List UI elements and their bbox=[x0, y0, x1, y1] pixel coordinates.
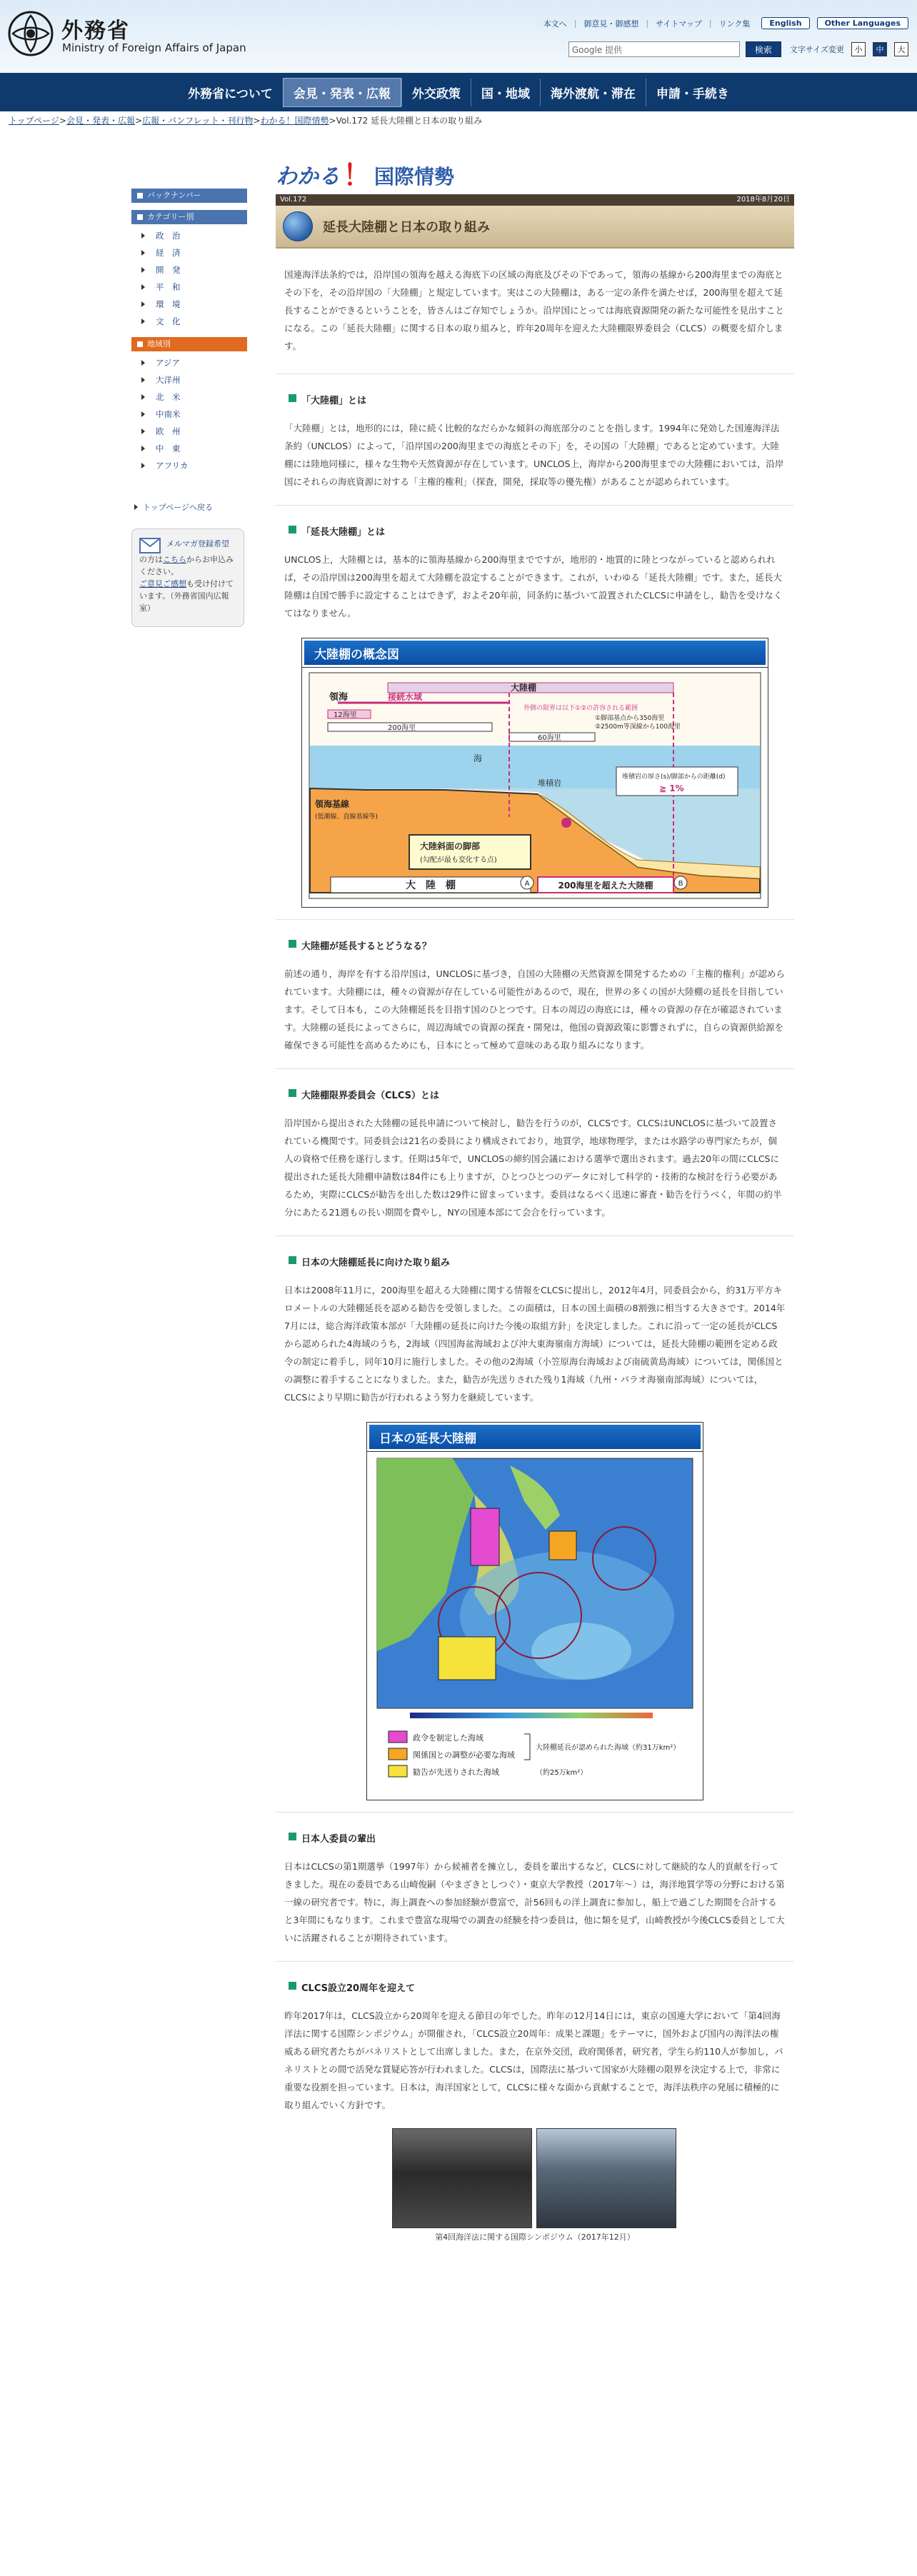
font-size-medium-button[interactable]: 中 bbox=[873, 42, 887, 56]
japan-extended-shelf-figure bbox=[366, 1422, 703, 1800]
figure-title: 大陸棚の概念図 bbox=[302, 638, 768, 667]
section-clcs bbox=[276, 1088, 794, 1221]
volume-bar bbox=[276, 194, 794, 206]
section-extended-shelf bbox=[276, 524, 794, 622]
util-link-links[interactable]: リンク集 bbox=[718, 19, 751, 29]
search-row bbox=[568, 41, 908, 57]
breadcrumb: トップページ>会見・発表・広報>広報・パンフレット・刊行物>わかる！国際情勢>Vol.172 延長大陸棚と日本の取り組み bbox=[9, 116, 483, 126]
nav-countries[interactable]: 国・地域 bbox=[471, 79, 540, 106]
nav-about[interactable]: 外務省について bbox=[188, 86, 273, 101]
util-link-feedback[interactable]: 御意見・御感想 bbox=[583, 19, 639, 29]
sidebar-item-north-america[interactable]: 北 米 bbox=[131, 389, 247, 406]
breadcrumb-link-top[interactable]: トップページ bbox=[9, 116, 59, 126]
utility-links: 本文へ | 御意見・御感想 | サイトマップ | リンク集 English Other Languages bbox=[539, 17, 908, 29]
global-nav bbox=[0, 73, 917, 111]
mail-signup-link[interactable]: こちら bbox=[163, 555, 186, 564]
search-input[interactable] bbox=[568, 41, 740, 57]
section-clcs-20th bbox=[276, 1980, 794, 2114]
sidebar-item-peace[interactable]: 平 和 bbox=[131, 279, 247, 296]
label-territorial: 領海 bbox=[329, 692, 349, 703]
legend-enacted: 政令を制定した海域 bbox=[413, 1733, 483, 1743]
sidebar-item-politics[interactable]: 政 治 bbox=[131, 227, 247, 244]
figure-title: 日本の延長大陸棚 bbox=[367, 1423, 703, 1451]
logo-title[interactable]: 外務省 bbox=[61, 19, 130, 44]
symposium-photos bbox=[392, 2128, 678, 2228]
section-body: 前述の通り，海岸を有する沿岸国は，UNCLOSに基づき，自国の大陸棚の天然資源を開発するための「主権的権利」が認められています。大陸棚には，種々の資源が存在している可能性があるので，現在，世界の多くの国が大陸棚の延長を目指しています。そして日本も，この大陸棚延長を目指す国のひとつです。日本の周辺の海底には，種々の資源の存在が確認されています。大陸棚の延長によってさらに，周辺海域での資源の探査・開発は，他国の資源政策に影響されずに，自らの資源供給源を確保できる可能性を高めるためにも，日本にとって極めて意味のある取り組みになります。 bbox=[284, 968, 786, 1051]
sidebar-category-head: カテゴリー別 bbox=[131, 210, 247, 224]
outer-limit-note-1: 外側の限界は以下①②の許容される範囲 bbox=[523, 705, 638, 712]
label-foot-note: (勾配が最も変化する点) bbox=[420, 856, 497, 864]
section-body: UNCLOS上，大陸棚とは，基本的に領海基線から200海里までですが，地形的・地質的に陸とつながっていると認められれば，その沿岸国は200海里を超えて大陸棚を設定することができます。これが，いわゆる「延長大陸棚」です。また，延長大陸棚は自国で勝手に設定することはできず，およそ20年前，同条約に基づいて設置されたCLCSに申請をし，勧告を受けなくてはなりません。 bbox=[284, 554, 783, 618]
article-title: 延長大陸棚と日本の取り組み bbox=[323, 220, 490, 235]
label-baseline-note: (低潮線、直線基線等) bbox=[315, 813, 379, 821]
legend-coordination: 関係国との調整が必要な海域 bbox=[413, 1750, 515, 1760]
sidebar-item-culture[interactable]: 文 化 bbox=[131, 313, 247, 330]
sidebar-item-europe[interactable]: 欧 州 bbox=[131, 423, 247, 440]
sidebar-item-oceania[interactable]: 大洋州 bbox=[131, 371, 247, 389]
wakaru-logo: わかる ！ 国際情勢 bbox=[276, 159, 455, 192]
symposium-photo-2 bbox=[536, 2128, 676, 2228]
label-contiguous: 接続水域 bbox=[388, 692, 423, 702]
sidebar-item-environment[interactable]: 環 境 bbox=[131, 296, 247, 313]
font-size-small-button[interactable]: 小 bbox=[851, 42, 866, 56]
sidebar bbox=[131, 189, 247, 627]
section-if-extended bbox=[276, 938, 794, 1054]
section-shelf bbox=[276, 393, 794, 491]
section-heading: 大陸棚限界委員会（CLCS）とは bbox=[284, 1088, 794, 1101]
sidebar-item-economy[interactable]: 経 済 bbox=[131, 244, 247, 261]
breadcrumb-current: Vol.172 延長大陸棚と日本の取り組み bbox=[336, 116, 483, 126]
legend-pending: （約25万km²） bbox=[536, 1769, 588, 1777]
sidebar-item-asia[interactable]: アジア bbox=[131, 354, 247, 371]
sidebar-region-head: 地域別 bbox=[131, 337, 247, 351]
nav-press[interactable]: 会見・発表・広報 bbox=[283, 78, 401, 107]
label-bottom-shelf: 大 陸 棚 bbox=[406, 880, 456, 891]
section-body: 沿岸国から提出された大陸棚の延長申請について検討し，勧告を行うのが，CLCSです。CLCSはUNCLOSに基づいて設置されている機関です。同委員会は21名の委員により構成されており，地質学，地球物理学，または水路学の専門家たちが，個人の資格で任務を遂行します。任期は5年で，UNCLOSの締約国会議における選挙で選出されます。過去20年の間にCLCSに提出された延長大陸棚申請数は84件にも上りますが，ひとつひとつのデータに対して科学的・技術的な検討を行う必要があるため，実際にCLCSが勧告を出した数は29件に留まっています。委員はなるべく迅速に審査・勧告を行うべく，年間の約半分にあたる21週もの長い期間を費やし，NYの国連本部にて会合を行っています。 bbox=[284, 1118, 782, 1218]
symposium-photo-1 bbox=[392, 2128, 532, 2228]
section-japanese-member bbox=[276, 1831, 794, 1947]
english-button[interactable]: English bbox=[761, 17, 809, 29]
japan-shelf-map bbox=[367, 1451, 703, 1798]
google-search-hint: Google 提供 bbox=[571, 44, 623, 55]
label-12nm: 12海里 bbox=[334, 711, 357, 719]
logo-subtitle[interactable]: Ministry of Foreign Affairs of Japan bbox=[62, 41, 246, 54]
label-sedimentary: 堆積岩 bbox=[538, 778, 561, 788]
outer-limit-note-3: ②2500m等深線から100海里 bbox=[595, 723, 681, 731]
volume-number: Vol.172 bbox=[280, 196, 307, 204]
legend-total: 大陸棚延長が認められた海域（約31万km²） bbox=[536, 1744, 681, 1752]
label-bottom-beyond: 200海里を超えた大陸棚 bbox=[558, 881, 653, 891]
mofa-emblem-icon[interactable] bbox=[7, 10, 54, 57]
sidebar-item-development[interactable]: 開 発 bbox=[131, 261, 247, 279]
section-body: 日本はCLCSの第1期選挙（1997年）から候補者を擁立し，委員を輩出するなど，CLCSに対して継続的な人的貢献を行ってきました。現在の委員である山崎俊嗣（やまざきとしつぐ）・東京大学教授（2017年～）は，海洋地質学等の分野における第一線の研究者です。特に，海上調査への参加経験が豊富で，計56回もの洋上調査に参加し，船上で過ごした期間を合計すると3年間にもなります。これまで豊富な現場での調査の経験を持つ委員は，他に類を見ず，山崎教授が今後CLCS委員として大いに活躍されることが期待されています。 bbox=[284, 1861, 785, 1943]
outer-limit-note-2: ①脚部基点から350海里 bbox=[595, 715, 665, 722]
shelf-concept-figure bbox=[301, 638, 768, 908]
slope-note-1: 堆積岩の厚さ(s)/脚部からの距離(d) bbox=[622, 773, 726, 781]
label-200nm: 200海里 bbox=[388, 724, 416, 732]
search-button[interactable]: 検索 bbox=[746, 41, 781, 57]
slope-note-2: ≧ 1% bbox=[659, 783, 684, 793]
nav-procedures[interactable]: 申請・手続き bbox=[646, 79, 739, 106]
breadcrumb-link-publications[interactable]: 広報・パンフレット・刊行物 bbox=[142, 116, 254, 126]
section-heading: 「延長大陸棚」とは bbox=[284, 524, 794, 538]
section-heading: CLCS設立20周年を迎えて bbox=[284, 1980, 794, 1994]
label-baseline: 領海基線 bbox=[315, 799, 350, 809]
region-deferred bbox=[439, 1637, 496, 1680]
shelf-concept-diagram bbox=[302, 667, 768, 906]
publish-date: 2018年8月20日 bbox=[736, 196, 790, 204]
region-coordination bbox=[549, 1531, 576, 1560]
label-shelf: 大陸棚 bbox=[510, 683, 537, 693]
sidebar-item-africa[interactable]: アフリカ bbox=[131, 457, 247, 474]
breadcrumb-link-wakaru[interactable]: わかる！国際情勢 bbox=[260, 116, 329, 126]
label-60nm: 60海里 bbox=[538, 734, 561, 742]
marker-b: B bbox=[678, 880, 683, 888]
feedback-link[interactable]: ご意見ご感想 bbox=[139, 579, 186, 588]
main-content bbox=[276, 153, 794, 2242]
label-foot: 大陸斜面の脚部 bbox=[420, 841, 481, 851]
site-header bbox=[0, 0, 917, 73]
mail-magazine-box: メルマガ登録希望 の方はこちらからお申込みください。 ご意見ご感想も受け付けています。（外務省国内広報室） bbox=[131, 528, 244, 627]
sidebar-item-middle-east[interactable]: 中 東 bbox=[131, 440, 247, 457]
article-title-bar bbox=[276, 206, 794, 249]
envelope-icon bbox=[139, 538, 161, 553]
section-japan-efforts bbox=[276, 1255, 794, 1406]
util-link-main[interactable]: 本文へ bbox=[543, 19, 567, 29]
section-heading: 「大陸棚」とは bbox=[284, 393, 794, 406]
other-languages-button[interactable]: Other Languages bbox=[817, 17, 908, 29]
sidebar-top-link[interactable]: トップページへ戻る bbox=[131, 501, 247, 513]
section-heading: 日本の大陸棚延長に向けた取り組み bbox=[284, 1255, 794, 1268]
marker-a: A bbox=[524, 880, 530, 888]
nav-policy[interactable]: 外交政策 bbox=[401, 79, 471, 106]
mail-title: メルマガ登録希望 bbox=[166, 539, 229, 548]
font-size-large-button[interactable]: 大 bbox=[894, 42, 908, 56]
label-sea: 海 bbox=[473, 753, 483, 763]
sidebar-backnumber[interactable]: バックナンバー bbox=[131, 189, 247, 203]
font-size-label: 文字サイズ変更 bbox=[789, 45, 844, 54]
legend-deferred: 勧告が先送りされた海域 bbox=[413, 1768, 499, 1777]
section-heading: 大陸棚が延長するとどうなる？ bbox=[284, 938, 794, 952]
section-body: 「大陸棚」とは，地形的には，陸に続く比較的なだらかな傾斜の海底部分のことを指します。1994年に発効した国連海洋法条約（UNCLOS）によって，「沿岸国の200海里までの海底とその下」を，その国の「大陸棚」であると定めています。大陸棚には陸地同様に，様々な生物や天然資源が存在しています。UNCLOS上，海岸から200海里までの大陸棚においては，沿岸国にそれらの海底資源に対する「主権的権利」（探査，開発，採取等の優先権）があることが認められています。 bbox=[284, 423, 784, 487]
nav-travel[interactable]: 海外渡航・滞在 bbox=[540, 79, 646, 106]
sidebar-item-latin-america[interactable]: 中南米 bbox=[131, 406, 247, 423]
section-body: 昨年2017年は，CLCS設立から20周年を迎える節目の年でした。昨年の12月14日には，東京の国連大学において「第4回海洋法に関する国際シンポジウム」が開催され，「CLCS設立20周年：成果と課題」をテーマに，国外および国内の海洋法の権威ある研究者たちがパネリストとして出席しました。また，在京外交団，政府関係者，研究者，学生ら約110人が参加し，パネリストとの間で活発な質疑応答が行われました。CLCSは，国際法に基づいて国家が大陸棚の限界を決定する上で，非常に重要な役割を担っています。日本は，海洋国家として，CLCSに様々な面から貢献することで，海洋法秩序の発展に積極的に取り組んでいく方針です。 bbox=[284, 2010, 783, 2110]
foot-marker bbox=[561, 818, 571, 828]
article-intro: 国連海洋法条約では，沿岸国の領海を越える海底下の区域の海底及びその下であって，領海の基線から200海里までの海底とその下を，その沿岸国の「大陸棚」と規定しています。実はこの大陸棚は，ある一定の条件を満たせば，200海里を超えて延長することができるということを，皆さんはご存知でしょうか。沿岸国にとっては海底資源開発の新たな可能性を見出すことになる。この「延長大陸棚」に関する日本の取り組みと，昨年20周年を迎えた大陸棚限界委員会（CLCS）の概要を紹介します。 bbox=[284, 269, 784, 351]
util-link-sitemap[interactable]: サイトマップ bbox=[656, 19, 702, 29]
section-heading: 日本人委員の輩出 bbox=[284, 1831, 794, 1845]
region-enacted bbox=[471, 1508, 499, 1565]
photo-caption: 第4回海洋法に関する国際シンポジウム（2017年12月） bbox=[435, 2232, 635, 2242]
globe-icon bbox=[283, 211, 313, 241]
section-body: 日本は2008年11月に，200海里を超える大陸棚に関する情報をCLCSに提出し，2012年4月，同委員会から，約31万平方キロメートルの大陸棚延長を認める勧告を受領しました。この面積は，日本の国土面積の8割強に相当する大きさです。2014年7月には，総合海洋政策本部が「大陸棚の延長に向けた今後の取組方針」を決定しました。これに沿って一定の延長がCLCSから認められた4海域のうち，2海域（四国海盆海域および沖大東海嶺南方海域）については，延長大陸棚の範囲を定める政令の制定に着手し，同年10月に施行しました。その他の2海域（小笠原海台海域および南硫黄島海域）については，関係国との調整に着手することになりました。また，勧告が先送りされた残り1海域（九州・パラオ海嶺南部海域）については，CLCSにより早期に勧告が行われるよう努力を継続しています。 bbox=[284, 1285, 786, 1403]
breadcrumb-link-press[interactable]: 会見・発表・広報 bbox=[66, 116, 135, 126]
